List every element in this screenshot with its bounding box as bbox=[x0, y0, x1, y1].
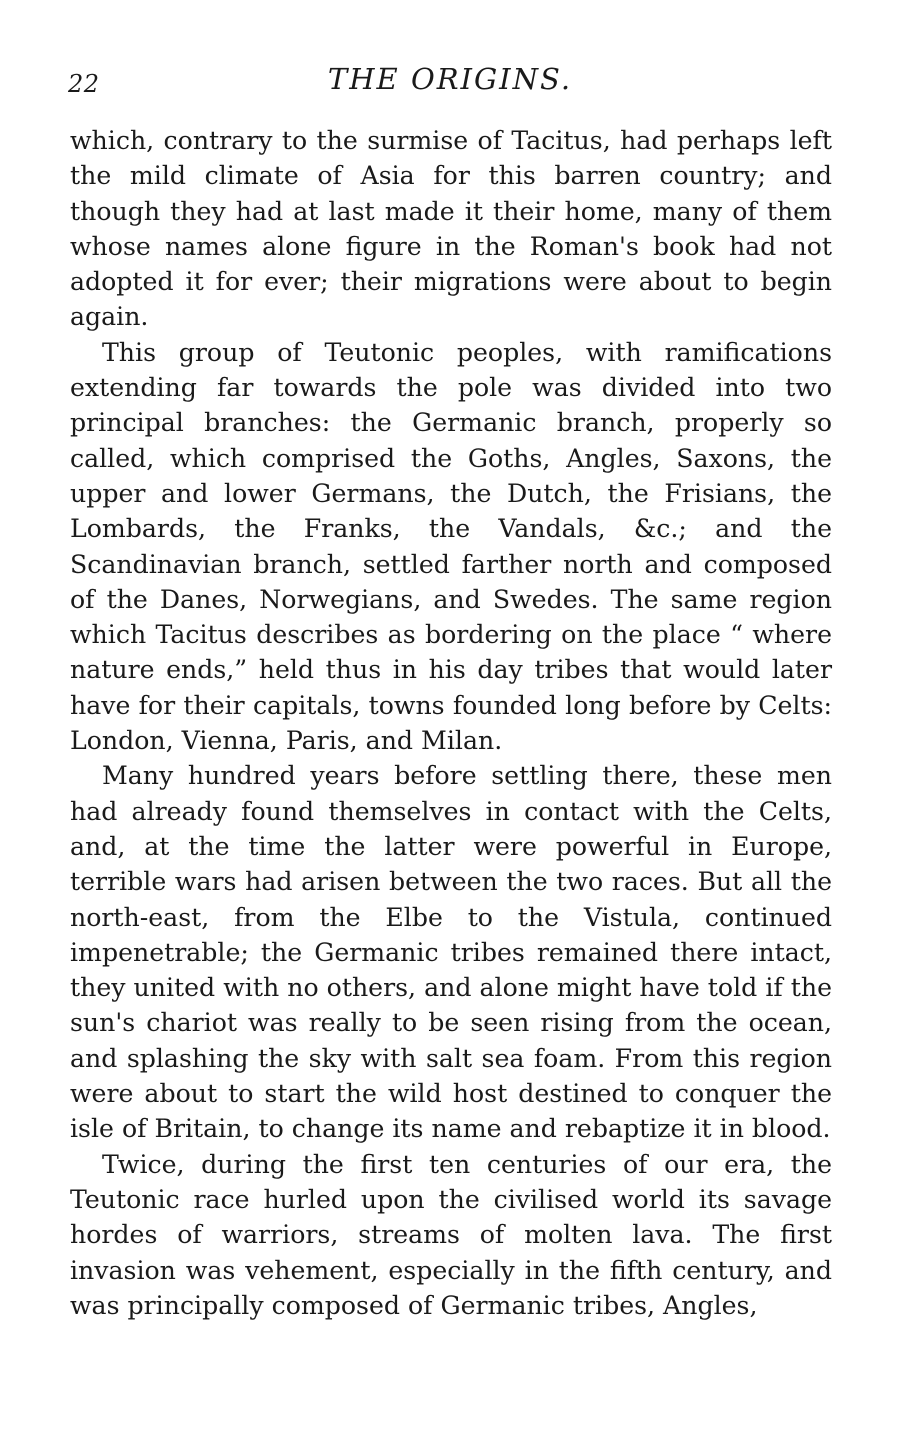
paragraph-invasions: Twice, during the first ten centuries of our era, the Teutonic race hurled upon the civilised world its savage hordes of warriors, streams of molten lava. The first invasion was vehement, especially in the fifth century, and was principally composed of Germanic tribes, Angles, bbox=[70, 1149, 832, 1320]
paragraph-contact-with-celts: Many hundred years before settling there, these men had already found themselves in contact with the Celts, and, at the time the latter were powerful in Europe, terrible wars had arisen between the two races. But all the north-east, from the Elbe to the Vistula, continued impenetrable; the Germanic tribes remained there intact, they united with no others, and alone might have told if the sun's chariot was really to be seen rising from the ocean, and splashing the sky with salt sea foam. From this region were about to start the wild host destined to conquer the isle of Britain, to change its name and rebaptize it in blood. bbox=[70, 761, 832, 1144]
running-title: THE ORIGINS. bbox=[327, 62, 573, 96]
page-number: 22 bbox=[68, 70, 100, 98]
paragraph-continuation: which, contrary to the surmise of Tacitus, had perhaps left the mild climate of Asia for this barren country; and though they had at last made it their home, many of them whose names alone figure in the Roman's book had not adopted it for ever; their migrations were about to begin again. bbox=[70, 126, 832, 332]
body-text bbox=[70, 123, 832, 1323]
paragraph-teutonic-branches: This group of Teutonic peoples, with ramifications extending far towards the pole was divided into two principal branches: the Germanic branch, properly so called, which comprised the Goths, Angles, Saxons, the upper and lower Germans, the Dutch, the Frisians, the Lombards, the Franks, the Vandals, &c.; and the Scandinavian branch, settled farther north and composed of the Danes, Norwegians, and Swedes. The same region which Tacitus describes as bordering on the place “ where nature ends,” held thus in his day tribes that would later have for their capitals, towns founded long before by Celts: London, Vienna, Paris, and Milan. bbox=[70, 337, 832, 756]
running-head bbox=[68, 62, 832, 102]
